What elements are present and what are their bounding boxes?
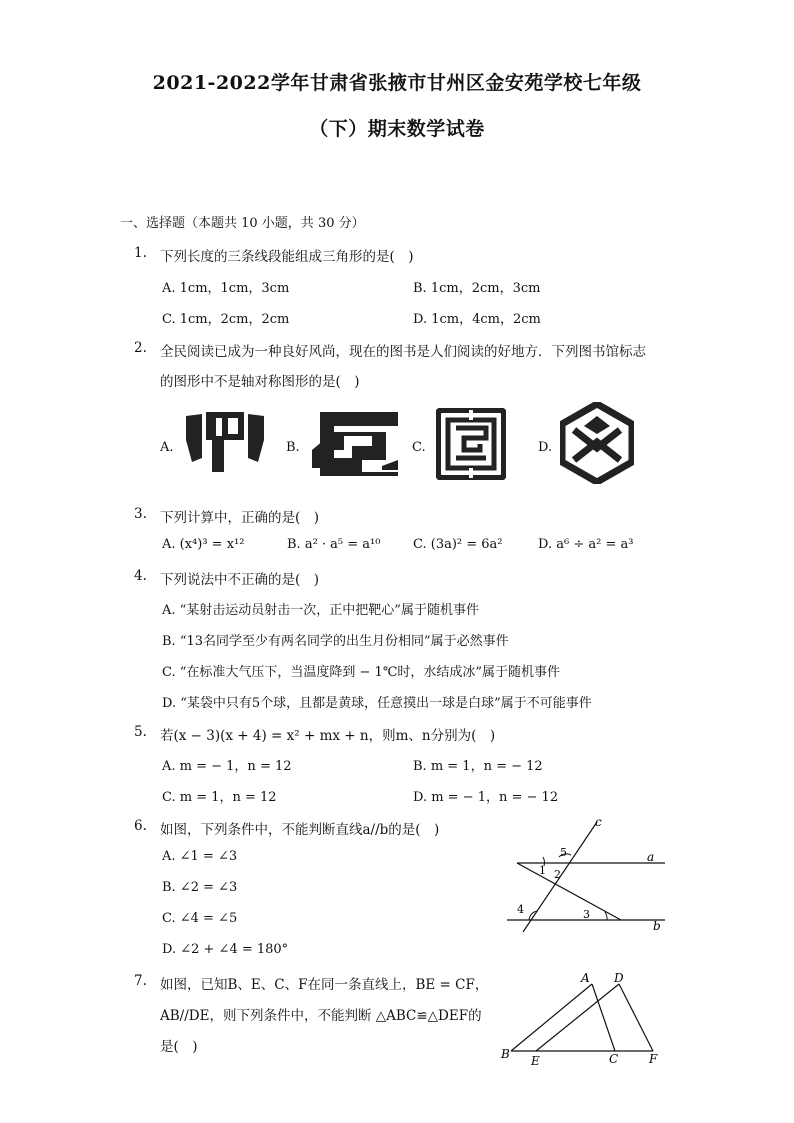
option-a: A. 1cm，1cm，3cm <box>162 281 290 296</box>
question-text: 下列计算中，正确的是( ) <box>160 510 320 526</box>
label-point-d: D <box>614 971 624 985</box>
option-c: C. <box>412 440 426 455</box>
question-text: 若(x − 3)(x + 4) = x² + mx + n，则m、n分别为( ) <box>160 728 496 744</box>
parallel-lines-figure <box>505 810 675 935</box>
option-b: B. <box>286 440 300 455</box>
label-point-f: F <box>649 1052 658 1066</box>
label-point-c: C <box>609 1052 619 1066</box>
question-number: 2. <box>134 340 147 356</box>
question-text-line2: AB//DE，则下列条件中，不能判断 △ABC≌△DEF的 <box>160 1008 482 1024</box>
question-number: 1. <box>134 245 147 261</box>
segment-ac <box>592 984 615 1051</box>
question-number: 6. <box>134 818 147 834</box>
label-point-e: E <box>531 1054 540 1068</box>
option-d: D. “某袋中只有5个球，且都是黄球，任意摸出一球是白球”属于不可能事件 <box>162 696 592 711</box>
option-b: B. m = 1，n = − 12 <box>413 759 543 774</box>
question-number: 5. <box>134 724 147 740</box>
section-heading: 一、选择题（本题共 10 小题，共 30 分） <box>120 216 365 231</box>
option-a: A. (x⁴)³ = x¹² <box>162 537 245 552</box>
question-number: 4. <box>134 568 147 584</box>
label-point-b: B <box>501 1047 510 1061</box>
option-a: A. “某射击运动员射击一次，正中把靶心”属于随机事件 <box>162 603 479 618</box>
option-c: C. m = 1，n = 12 <box>162 790 277 805</box>
option-c: C. “在标准大气压下，当温度降到 − 1℃时，水结成冰”属于随机事件 <box>162 665 561 680</box>
label-angle-4: 4 <box>517 903 524 916</box>
library-logo-d-icon <box>560 402 634 484</box>
option-a: A. <box>160 440 174 455</box>
segment-df <box>619 984 653 1051</box>
option-d: D. a⁶ ÷ a² = a³ <box>538 537 634 552</box>
question-text: 如图，下列条件中，不能判断直线a//b的是( ) <box>160 822 440 838</box>
option-b: B. ∠2 = ∠3 <box>162 880 238 895</box>
triangles-figure <box>497 966 669 1070</box>
segment-ab <box>511 984 592 1051</box>
option-d: D. 1cm，4cm，2cm <box>413 312 541 327</box>
question-number: 3. <box>134 506 147 522</box>
question-number: 7. <box>134 973 147 989</box>
segment-de <box>536 984 619 1051</box>
option-d: D. <box>538 440 553 455</box>
question-text-line2: 的图形中不是轴对称图形的是( ) <box>160 374 360 390</box>
paper-title-line1: 2021-2022学年甘肃省张掖市甘州区金安苑学校七年级 <box>152 72 642 94</box>
label-a: a <box>647 850 655 864</box>
library-logo-c-icon <box>436 408 506 480</box>
option-a: A. m = − 1，n = 12 <box>162 759 292 774</box>
question-text-line1: 全民阅读已成为一种良好风尚，现在的图书是人们阅读的好地方．下列图书馆标志 <box>160 344 646 360</box>
option-a: A. ∠1 = ∠3 <box>162 849 238 864</box>
question-text: 下列长度的三条线段能组成三角形的是( ) <box>160 249 414 265</box>
option-c: C. (3a)² = 6a² <box>413 537 503 552</box>
question-text-line3: 是( ) <box>160 1039 198 1055</box>
option-c: C. 1cm，2cm，2cm <box>162 312 290 327</box>
option-d: D. m = − 1，n = − 12 <box>413 790 559 805</box>
option-d: D. ∠2 + ∠4 = 180° <box>162 942 289 957</box>
label-c: c <box>595 815 602 829</box>
question-text: 下列说法中不正确的是( ) <box>160 572 320 588</box>
label-point-a: A <box>581 971 590 985</box>
label-angle-2: 2 <box>554 868 561 881</box>
paper-title-line2: （下）期末数学试卷 <box>309 118 485 140</box>
option-b: B. 1cm，2cm，3cm <box>413 281 541 296</box>
transversal <box>517 863 621 920</box>
library-logo-b-icon <box>312 410 402 476</box>
question-text-line1: 如图，已知B、E、C、F在同一条直线上，BE = CF， <box>160 977 489 993</box>
label-angle-3: 3 <box>583 908 590 921</box>
option-b: B. a² · a⁵ = a¹⁰ <box>287 537 381 552</box>
label-angle-5: 5 <box>560 846 567 859</box>
option-b: B. “13名同学至少有两名同学的出生月份相同”属于必然事件 <box>162 634 509 649</box>
label-b: b <box>653 919 661 933</box>
library-logo-a-icon <box>182 410 268 476</box>
option-c: C. ∠4 = ∠5 <box>162 911 238 926</box>
label-angle-1: 1 <box>539 864 546 877</box>
